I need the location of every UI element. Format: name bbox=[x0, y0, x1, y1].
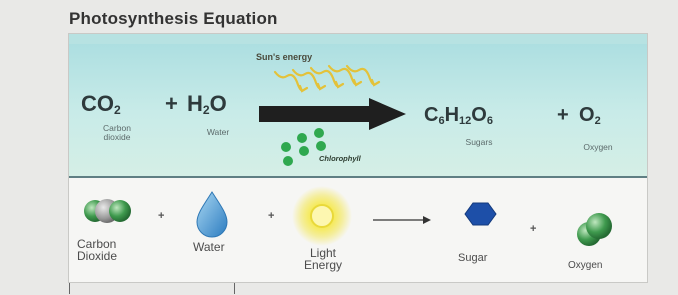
reaction-arrow-icon bbox=[259, 98, 406, 130]
plus-sign-3: + bbox=[530, 223, 537, 235]
label-sugar: Sugar bbox=[458, 252, 488, 264]
equation-graphics bbox=[69, 34, 647, 176]
sun-energy-label: Sun's energy bbox=[256, 52, 313, 62]
divider-tick-left bbox=[69, 283, 70, 294]
label-water: Water bbox=[193, 240, 225, 254]
plus-sign-reactants: + bbox=[165, 91, 178, 116]
label-oxygen: Oxygen bbox=[568, 260, 603, 271]
divider-tick-right bbox=[234, 283, 235, 294]
chlorophyll-label: Chlorophyll bbox=[319, 154, 361, 163]
equation-card bbox=[68, 33, 648, 283]
label-light-energy: Light Energy bbox=[303, 246, 343, 272]
plus-sign-1: + bbox=[158, 210, 165, 222]
page-title: Photosynthesis Equation bbox=[69, 9, 278, 28]
co2-formula: $CO_2$ bbox=[81, 91, 121, 118]
label-carbon-dioxide: Carbon Dioxide bbox=[77, 237, 118, 263]
o2-caption: Oxygen bbox=[583, 142, 613, 152]
plus-sign-2: + bbox=[268, 210, 275, 222]
plus-sign-products: + bbox=[557, 104, 569, 126]
glucose-formula: $C_6H_{12}O_6$ bbox=[424, 104, 493, 127]
light-energy-icon bbox=[292, 186, 352, 246]
yields-arrow-icon bbox=[373, 216, 431, 224]
sugar-hexagon-icon bbox=[465, 203, 496, 225]
equation-panel bbox=[69, 34, 647, 178]
co2-caption: Carbon dioxide bbox=[103, 123, 131, 142]
carbon-dioxide-molecule-icon bbox=[84, 199, 131, 223]
glucose-caption: Sugars bbox=[465, 137, 493, 147]
h2o-formula: $H_2O$ bbox=[187, 91, 227, 118]
chlorophyll-icon bbox=[281, 128, 326, 166]
o2-formula: $O_2$ bbox=[579, 104, 601, 127]
water-drop-icon bbox=[197, 192, 227, 237]
sun-rays-icon bbox=[275, 66, 379, 91]
oxygen-molecule-icon bbox=[577, 213, 612, 246]
h2o-caption: Water bbox=[206, 127, 230, 137]
